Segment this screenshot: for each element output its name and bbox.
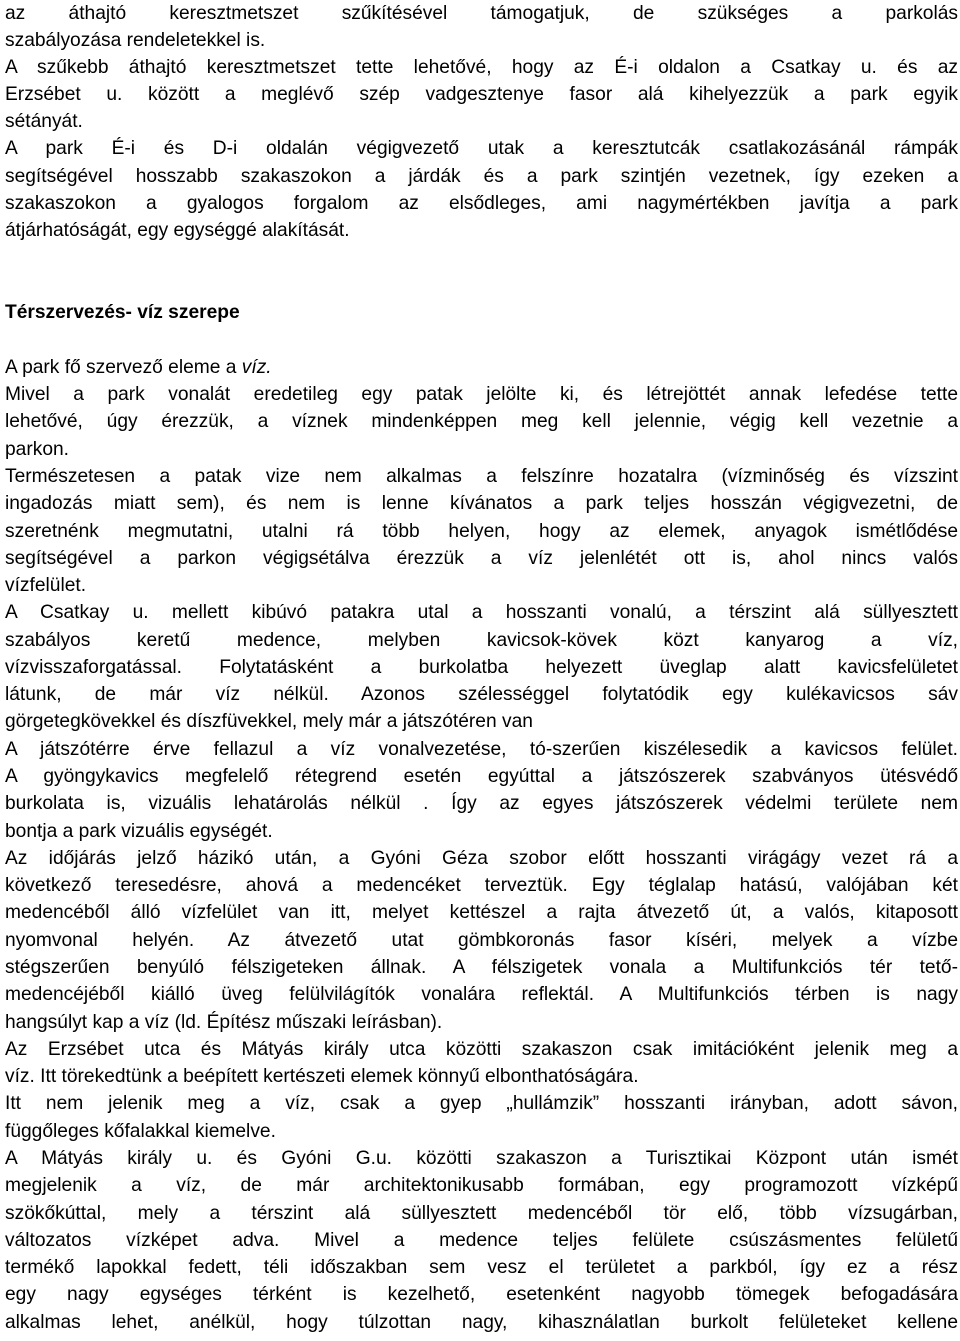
text-line: Az időjárás jelző házikó után, a Gyóni Géza szobor előtt hosszanti virágágy vezet rá a [5,848,958,869]
text-line: változatos vízképet adva. Mivel a medence teljes felülete csúszásmentes felületű [5,1230,958,1251]
text-line: következő teresedésre, ahová a medencéket terveztük. Egy téglalap hatású, valójában két [5,875,958,896]
text-line: A szűkebb áthajtó keresztmetszet tette lehetővé, hogy az É-i oldalon a Csatkay u. és az [5,57,958,78]
text-line: szabályos keretű medence, melyben kavicsok-kövek közt kanyarog a víz, [5,630,958,651]
text-line: átjárhatóságát, egy egységgé alakítását. [5,220,350,241]
text-line: sétányát. [5,111,83,132]
text-line: szabályozása rendeletekkel is. [5,30,266,51]
text-line: A Csatkay u. mellett kibúvó patakra utal a hosszanti vonalú, a térszint alá süllyesztett [5,602,958,623]
text-line: segítségével hosszabb szakaszokon a járdák és a park szintjén vezetnek, így ezeken a [5,166,958,187]
text-line: A játszótérre érve fellazul a víz vonalvezetése, tó-szerűen kiszélesedik a kavicsos felület. [5,739,958,760]
text-line: A Mátyás király u. és Gyóni G.u. közötti szakaszon a Turisztikai Központ után ismét [5,1148,958,1169]
section-heading: Térszervezés- víz szerepe [5,302,240,323]
text-line: az áthajtó keresztmetszet szűkítésével támogatjuk, de szükséges a parkolás [5,3,958,24]
text-line: A gyöngykavics megfelelő rétegrend esetén egyúttal a játszószerek szabványos ütésvédő [5,766,958,787]
text-line: megjelenik a víz, de már architektonikusabb formában, egy programozott vízképű [5,1175,958,1196]
text-line: nyomvonal helyén. Az átvezető utat gömbkoronás fasor kíséri, melyek a vízbe [5,930,958,951]
text-line: Természetesen a patak vize nem alkalmas a felszínre hozatalra (vízminőség és vízszint [5,466,958,487]
text-line: Az Erzsébet utca és Mátyás király utca közötti szakaszon csak imitációként jelenik meg a [5,1039,958,1060]
text-line: víz. Itt törekedtünk a beépített kertészeti elemek könnyű elbonthatóságára. [5,1066,639,1087]
text-line: stégszerűen benyúló félszigeteken állnak. A félszigetek vonala a Multifunkciós tér tető- [5,957,958,978]
text-line: látunk, de már víz nélkül. Azonos szélességgel folytatódik egy kulékavicsos sáv [5,684,958,705]
text-line: Itt nem jelenik meg a víz, csak a gyep „hullámzik” hosszanti irányban, adott sávon, [5,1093,958,1114]
text-line: parkon. [5,439,69,460]
subheading-line [5,354,958,381]
text-line: szakaszokon a gyalogos forgalom az elsődleges, ami nagymértékben javítja a park [5,193,958,214]
text-line: Mivel a park vonalát eredetileg egy patak jelölte ki, és létrejöttét annak lefedése tette [5,384,958,405]
text-line: Erzsébet u. között a meglévő szép vadgesztenye fasor alá kihelyezzük a park egyik [5,84,958,105]
text-line: burkolata is, vizuális lehatárolás nélkül . Így az egyes játszószerek védelmi területe nem [5,793,958,814]
text-line: görgetegkövekkel és díszfüvekkel, mely már a játszótéren van [5,711,533,732]
text-line: medencéjéből kiálló üveg felülvilágítók vonalára reflektál. A Multifunkciós térben is nagy [5,984,958,1005]
text-line: bontja a park vizuális egységét. [5,821,273,842]
text-line: vízfelület. [5,575,87,596]
text-line: szeretnénk megmutatni, utalni rá több helyen, hogy az elemek, anyagok ismétlődése [5,521,958,542]
text-line: egy nagy egységes térként is kezelhető, esetenként nagyobb tömegek befogadására [5,1284,958,1305]
text-line: alkalmas lehet, anélkül, hogy túlzottan nagy, kihasználatlan burkolt felületeket kellene [5,1312,958,1333]
text-line: A park É-i és D-i oldalán végigvezető utak a keresztutcák csatlakozásánál rámpák [5,138,958,159]
text-line: ingadozás miatt sem), és nem is lenne kívánatos a park teljes hosszán végigvezetni, de [5,493,958,514]
subheading-italic: víz. [241,357,272,378]
text-line: függőleges kőfalakkal kiemelve. [5,1121,276,1142]
text-line: hangsúlyt kap a víz (ld. Építész műszaki leírásban). [5,1012,443,1033]
text-line: segítségével a parkon végigsétálva érezzük a víz jelenlétét ott is, ahol nincs valós [5,548,958,569]
text-line: medencéből álló vízfelület van itt, melyet kettészel a rajta átvezető út, a valós, kitaposott [5,902,958,923]
text-line: lehetővé, úgy érezzük, a víznek mindenképpen meg kell jelennie, végig kell vezetnie a [5,411,958,432]
subheading-prefix: A park fő szervező eleme a [5,357,242,378]
text-line: szökőkúttal, mely a térszint alá süllyesztett medencéből tör elő, több vízsugárban, [5,1203,958,1224]
text-line: termékő lapokkal fedett, téli időszakban sem vesz el területet a parkból, így ez a rész [5,1257,958,1278]
text-line: vízvisszaforgatással. Folytatásként a burkolatba helyezett üveglap alatt kavicsfelületet [5,657,958,678]
